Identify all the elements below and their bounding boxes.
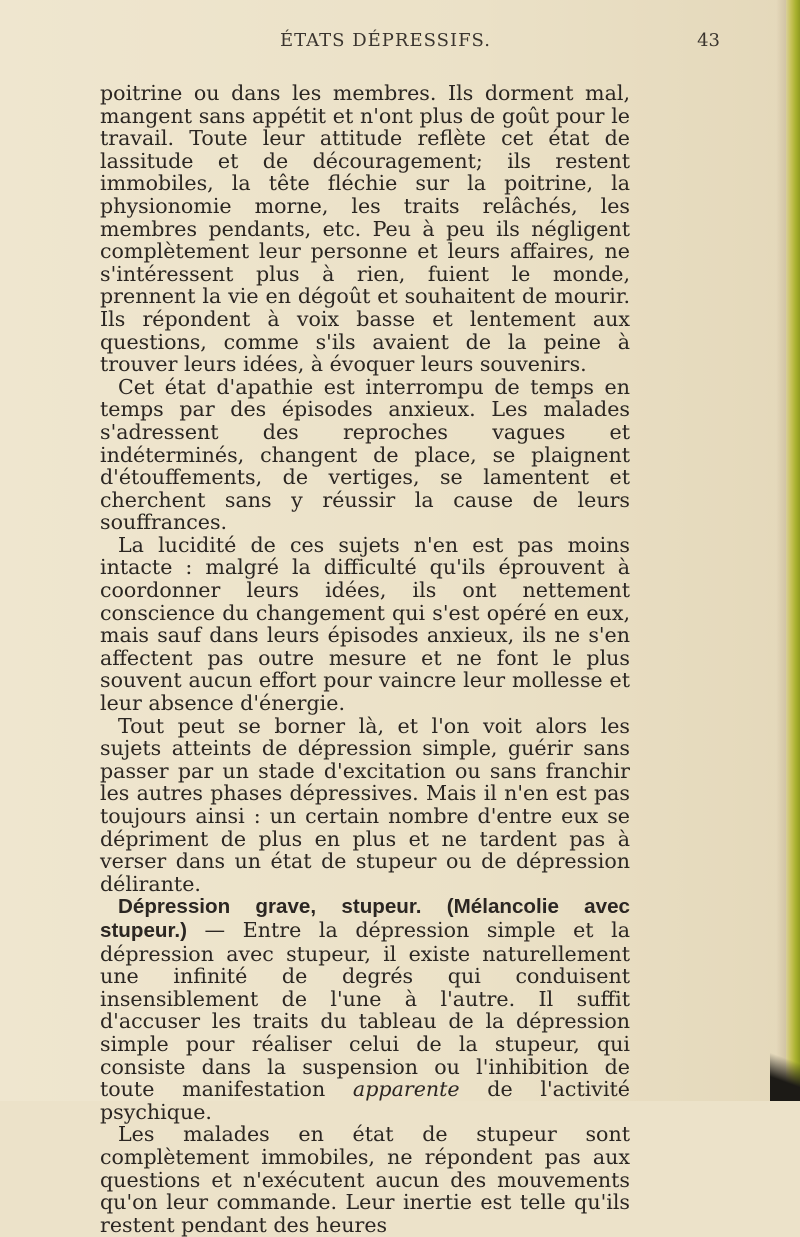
paragraph: Les malades en état de stupeur sont complètement immobiles, ne répondent pas aux questions et n'exécutent aucun des mouvements qu'on leur commande. Leur inertie est telle qu'ils restent pendant des heures — [100, 1122, 630, 1237]
running-title: ÉTATS DÉPRESSIFS. — [280, 30, 491, 51]
page-number: 43 — [697, 30, 720, 51]
paragraph: La lucidité de ces sujets n'en est pas moins intacte : malgré la difficulté qu'ils éprouvent à coordonner leurs idées, ils ont nettement conscience du changement qui s'est opéré en eux, mais sauf dans leurs épisodes anxieux, ils ne s'en affectent pas outre mesure et ne font le plus souvent aucun effort pour vaincre leur mollesse et leur absence d'énergie. — [100, 532, 630, 716]
paragraph: Tout peut se borner là, et l'on voit alors les sujets atteints de dépression simple, guérir sans passer par un stade d'excitation ou sans franchir les autres phases dépressives. Mais il n'en est pas toujours ainsi : un certain nombre d'entre eux se dépriment de plus en plus et ne tardent pas à verser dans un état de stupeur ou de dépression délirante. — [100, 713, 630, 896]
paragraph-section — [100, 895, 630, 1123]
paragraph-text: — Entre la dépression simple et la dépression avec stupeur, il existe naturellement une infinité de degrés qui conduisent insensiblement de l'une à l'autre. Il suffit d'accuser les traits du tableau de la dépression simple pour réaliser celui de la stupeur, qui consiste dans la suspension ou l'inhibition de toute manifestation — [100, 917, 630, 1102]
paragraph: poitrine ou dans les membres. Ils dorment mal, mangent sans appétit et n'ont plus de goût pour le travail. Toute leur attitude reflète cet état de lassitude et de découragement; ils restent immobiles, la tête fléchie sur la poitrine, la physionomie morne, les traits relâchés, les membres pendants, etc. Peu à peu ils négligent complètement leur personne et leurs affaires, ne s'intéressent plus à rien, fuient le monde, prennent la vie en dégoût et souhaitent de mourir. Ils répondent à voix basse et lentement aux questions, comme s'ils avaient de la peine à trouver leurs idées, à évoquer leurs souvenirs. — [100, 81, 630, 377]
section-heading: Dépression grave, stupeur. (Mélancolie avec stupeur.) — [100, 895, 630, 942]
body-text — [100, 82, 630, 1236]
paragraph: Cet état d'apathie est interrompu de temps en temps par des épisodes anxieux. Les malades s'adressent des reproches vagues et indéterminés, changent de place, se plaignent d'étouffements, de vertiges, se lamentent et cherchent sans y réussir la cause de leurs souffrances. — [100, 374, 630, 535]
book-spine-edge — [786, 0, 800, 1101]
page-gutter-shadow — [776, 0, 786, 1101]
page-header — [100, 30, 760, 66]
page-corner-shadow — [770, 1031, 800, 1101]
paragraph-text-tail: de l'activité psychique. — [100, 1077, 630, 1124]
italic-word: apparente — [352, 1077, 460, 1102]
